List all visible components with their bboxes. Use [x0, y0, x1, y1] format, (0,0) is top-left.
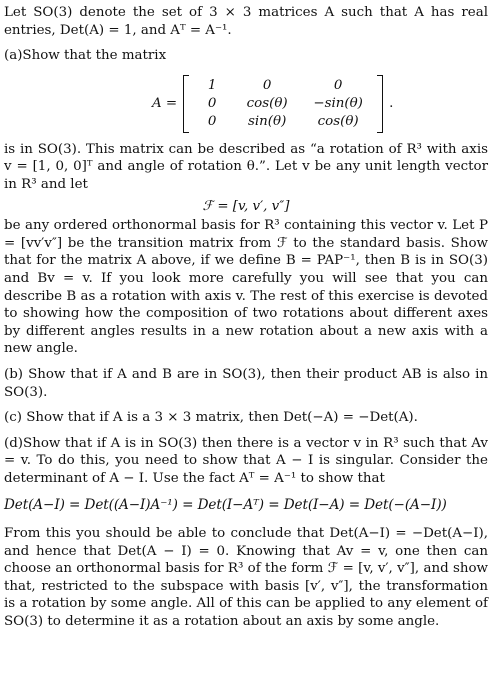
part-a-heading: (a)Show that the matrix: [4, 48, 167, 64]
intro-paragraph: Let SO(3) denote the set of 3 × 3 matrices A such that A has real entries, Det(A) = 1, and Aᵀ = A⁻¹.: [4, 5, 488, 38]
part-c: (c) Show that if A is a 3 × 3 matrix, then Det(−A) = −Det(A).: [4, 410, 418, 426]
matrix-cell: 0: [262, 77, 272, 93]
right-bracket: [377, 75, 383, 133]
matrix-cell: 0: [207, 95, 217, 111]
part-b: (b) Show that if A and B are in SO(3), then their product AB is also in SO(3).: [4, 366, 488, 400]
matrix-cell: 0: [207, 113, 217, 129]
matrix-lhs: A =: [152, 95, 178, 111]
determinant-equation: Det(A−I) = Det((A−I)A⁻¹) = Det(I−Aᵀ) = Det(I−A) = Det(−(A−I)): [4, 497, 447, 514]
part-d: (d)Show that if A is in SO(3) then there is a vector v in R³ such that Av = v. To do this, you need to show that A − I is singular. Consider the determinant of A − I. Use the fact Aᵀ = A⁻¹ to show that: [4, 435, 488, 486]
rotation-matrix: [152, 75, 488, 133]
rotation-paragraph: is in SO(3). This matrix can be described as “a rotation of R³ with axis v = [1, 0, 0]ᵀ and angle of rotation θ.”. Let v be any unit length vector in R³ and let: [4, 141, 488, 192]
conclusion-paragraph: From this you should be able to conclude that Det(A−I) = −Det(A−I), and hence that Det(A − I) = 0. Knowing that Av = v, one then can choose an orthonormal basis for R³ of the form ℱ = [v, v′, v″], and show that, restricted to the subspace with basis [v′, v″], the transformation is a rotation by some angle. All of this can be applied to any element of SO(3) to determine it as a rotation about an axis by some angle.: [4, 526, 488, 630]
matrix-grid: [189, 77, 377, 131]
matrix-cell: sin(θ): [248, 113, 287, 129]
matrix-cell: 1: [207, 77, 217, 93]
basis-display: ℱ = [v, v′, v″]: [202, 198, 290, 214]
basis-paragraph: be any ordered orthonormal basis for R³ containing this vector v. Let P = [vv′v″] be the transition matrix from ℱ to the standard basis. Show that for the matrix A above, if we define B = PAP⁻¹, then B is in SO(3) and Bv = v. If you look more carefully you will see that you can describe B as a rotation with axis v. The rest of this exercise is devoted to showing how the composition of two rotations about different axes by different angles results in a new rotation about a new axis with a new angle.: [4, 218, 488, 357]
matrix-period: .: [389, 95, 394, 111]
matrix-cell: cos(θ): [246, 95, 288, 111]
matrix-cell: cos(θ): [317, 113, 359, 129]
matrix-cell: −sin(θ): [313, 95, 363, 111]
matrix-cell: 0: [333, 77, 343, 93]
